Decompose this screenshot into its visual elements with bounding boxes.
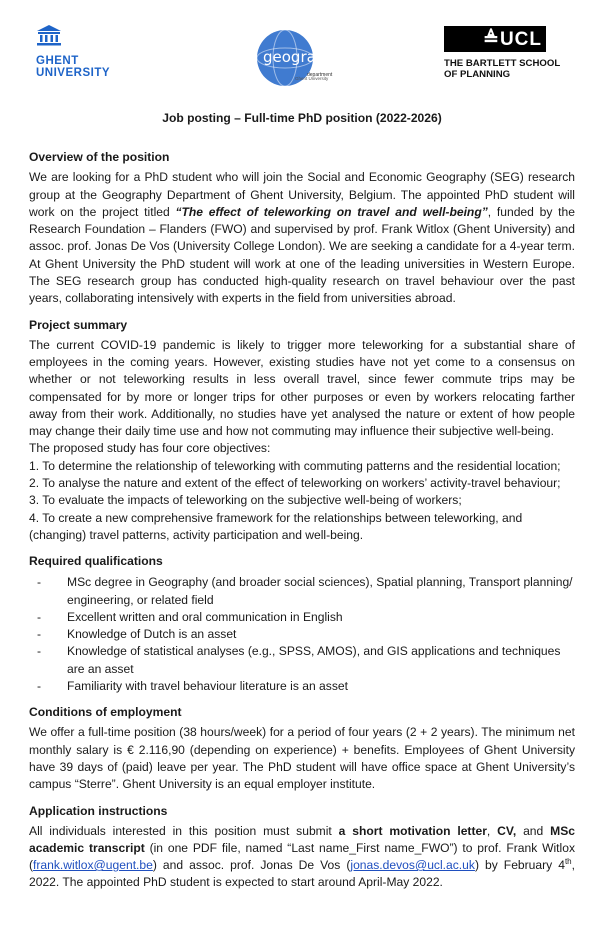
application-bold-transcript: MSc academic transcript [29, 823, 575, 855]
objectives-intro: The proposed study has four core objectives: [29, 441, 271, 456]
ghent-logo-line2: UNIVERSITY [36, 67, 111, 79]
date-ordinal: th [564, 857, 572, 867]
objectives-list [29, 440, 575, 544]
page-title: Job posting – Full-time PhD position (2022-2026) [162, 111, 442, 125]
objective-item: 3. To evaluate the impacts of teleworking on the subjective well-being of workers; [29, 493, 462, 508]
ghent-logo-line1: GHENT [36, 55, 79, 67]
objective-item: 2. To analyse the nature and extent of the effect of teleworking on workers’ activity-travel behaviour; [29, 476, 561, 491]
ghent-university-logo [36, 24, 116, 79]
application-bold-motivation: a short motivation letter [338, 823, 487, 838]
list-item-text: Knowledge of Dutch is an asset [67, 627, 237, 642]
application-text: , [486, 823, 498, 838]
list-item [29, 678, 575, 695]
application-text: , 2022. The appointed PhD student is expected to start around April-May 2022. [29, 858, 575, 890]
geography-logo-sub2: Ghent University [295, 76, 329, 81]
application-text: (in one PDF file, named “Last name_First name_FWO”) to prof. Frank Witlox ( [29, 840, 575, 873]
application-text: ) by February 4 [474, 858, 565, 873]
section-conditions [29, 704, 575, 793]
list-item [29, 643, 575, 678]
ghent-building-icon [36, 24, 62, 46]
overview-text-2: , funded by the Research Foundation – Flanders (FWO) and supervised by prof. Frank Witlox (Ghent University) and assoc. prof. Jonas De Vos (University College London). We are seeking a candidate for a 4-year term. At Ghent University the PhD student will work at one of the leading universities in Western Europe. The SEG research group has conducted high-quality research on travel behaviour over the past years, collaborating intensively with experts in the field from universities abroad. [29, 204, 575, 306]
application-heading: Application instructions [29, 803, 168, 818]
geography-logo-main: geography [263, 48, 344, 66]
ucl-logo-line1: THE BARTLETT SCHOOL [444, 58, 561, 69]
application-text: ) and assoc. prof. Jonas De Vos ( [152, 858, 351, 873]
list-item [29, 609, 575, 626]
list-item-text: MSc degree in Geography (and broader social sciences), Spatial planning, Transport planning/ engineering, or related field [67, 575, 573, 607]
objective-item: 4. To create a new comprehensive framework for the relationships between teleworking, and (changing) travel patterns, activity participation and well-being. [29, 510, 523, 542]
qualifications-heading: Required qualifications [29, 554, 163, 569]
overview-paragraph [29, 169, 575, 307]
geography-logo-text [263, 48, 344, 66]
conditions-heading: Conditions of employment [29, 705, 182, 720]
overview-text-1: We are looking for a PhD student who will join the Social and Economic Geography (SEG) research group at the Geography Department of Ghent University, Belgium. The appointed PhD student will work on the project titled [29, 170, 575, 219]
list-dash: - [37, 609, 42, 624]
list-item-text: Knowledge of statistical analyses (e.g., SPSS, AMOS), and GIS applications and techniques are an asset [67, 644, 561, 676]
list-dash: - [37, 679, 42, 694]
geography-department-logo [255, 28, 345, 88]
list-dash: - [37, 575, 42, 590]
email-link-devos[interactable]: jonas.devos@ucl.ac.uk [350, 858, 475, 873]
document-body [29, 110, 575, 901]
conditions-paragraph: We offer a full-time position (38 hours/week) for a period of four years (2 + 2 years). The minimum net monthly salary is € 2.116,90 (depending on experience) + benefits. Employees of Ghent University have 39 days of (paid) leave per year. The PhD student will have office space at Ghent University’s campus “Sterre”. Ghent University is an equal employer institute. [29, 725, 575, 792]
summary-paragraph: The current COVID-19 pandemic is likely to trigger more teleworking for a substantial share of employees in the coming years. However, existing studies have not yet come to a consensus on whether or not teleworking results in less overall travel, since fewer commute trips may be compensated for by more or longer trips for other purposes or even by workers relocating farther away from their work. Additionally, no studies have yet analysed the nature or extent of how people may change their daily time use and how not commuting may influence their subjective well-being. [29, 337, 575, 439]
application-text: All individuals interested in this position must submit [29, 823, 339, 838]
project-title: “The effect of teleworking on travel and well-being” [175, 204, 488, 219]
section-overview [29, 149, 575, 307]
qualifications-list [29, 574, 575, 695]
email-link-witlox[interactable]: frank.witlox@ugent.be [33, 858, 153, 873]
list-item [29, 626, 575, 643]
header-logos [0, 0, 595, 100]
application-text: and [516, 823, 551, 838]
overview-heading: Overview of the position [29, 150, 170, 165]
application-paragraph [29, 823, 575, 892]
ucl-logo-line2: OF PLANNING [444, 69, 511, 80]
geography-logo-sub: department [307, 72, 333, 78]
summary-heading: Project summary [29, 317, 128, 332]
list-dash: - [37, 627, 42, 642]
list-item-text: Familiarity with travel behaviour literature is an asset [67, 679, 348, 694]
application-bold-cv: CV, [497, 823, 517, 838]
list-item [29, 574, 575, 609]
section-summary [29, 317, 575, 545]
ucl-logo-block: ≜UCL [444, 26, 546, 52]
objective-item: 1. To determine the relationship of teleworking with commuting patterns and the residential location; [29, 458, 561, 473]
ucl-bartlett-logo [444, 26, 569, 80]
section-application [29, 803, 575, 892]
list-item-text: Excellent written and oral communication in English [67, 609, 343, 624]
section-qualifications [29, 553, 575, 695]
list-dash: - [37, 644, 42, 659]
